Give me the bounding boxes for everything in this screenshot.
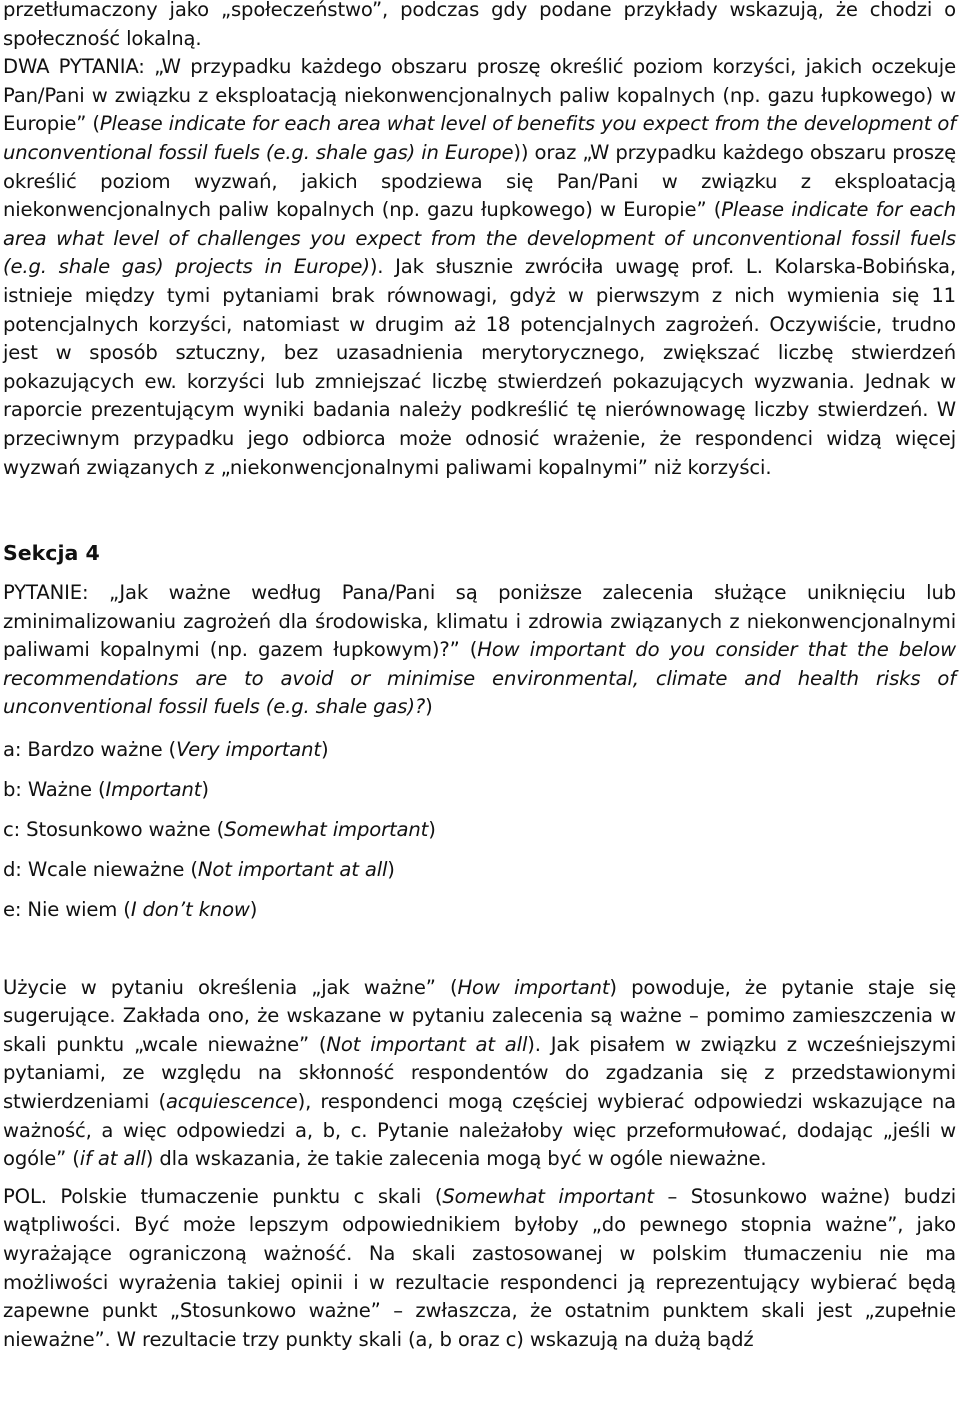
english-term: Not important at all [326,1032,528,1056]
option-english: I don’t know [130,898,250,921]
text-segment: – Stosunkowo ważne) budzi wątpliwości. Być może lepszym odpowiednikiem byłoby „do pewnego stopnia ważne”, jako wyrażające ograniczoną ważność. Na skali zastosowanej w polskim tłumaczeniu nie ma możliwości wyrażenia takiej opinii i w rezultacie respondenci ją reprezentujący wybierać będą zapewne punkt „Stosunkowo ważne” – zwłaszcza, że ostatnim punktem skali jest „zupełnie nieważne”. W rezultacie trzy punkty skali (a, b oraz c) wskazują na dużą bądź [3,1184,956,1351]
english-term: if at all [79,1147,146,1171]
comment-paragraph-translation [3,1183,956,1355]
text-segment: ). Jak pisałem w związku z wcześniejszymi pytaniami, ze względu na skłonność respondentów do zgadzania się z przedstawionymi stwierdzeniami ( [3,1032,957,1113]
option-label: e: Nie wiem ( [3,898,131,921]
english-quote: Please indicate for each area what level of benefits you expect from the development of unconventional fossil fuels (e.g. shale gas) in Europe [3,112,957,164]
answer-option-b [3,776,956,805]
option-label: c: Stosunkowo ważne ( [3,818,225,842]
option-english: Somewhat important [224,818,429,842]
text-segment: ), respondenci mogą częściej wybierać odpowiedzi wskazujące na ważność, a więc odpowiedzi a, b, c. Pytanie należałoby więc przeformułować, dodając „jeśli w ogóle” ( [3,1089,956,1171]
text-segment: DWA PYTANIA: „W przypadku każdego obszaru proszę określić poziom korzyści, jakich oczekuje Pan/Pani w związku z eksploatacją niekonwencjonalnych paliw kopalnych (np. gazu łupkowego) w Europie” ( [3,55,956,136]
text-segment: ) powoduje, że pytanie staje się sugerujące. Zakłada ono, że wskazane w pytaniu zalecenia są ważne – pomimo zamieszczenia w skali punktu „wcale nieważne” ( [3,975,956,1056]
comment-paragraph-suggestive [3,974,956,1174]
english-term: Somewhat important [442,1184,654,1208]
answer-option-e [3,896,956,925]
option-close: ) [249,898,258,921]
text-segment: POL. Polskie tłumaczenie punktu c skali ( [3,1184,443,1208]
option-english: Very important [176,738,321,762]
answer-option-d [3,856,956,885]
option-label: a: Bardzo ważne ( [3,738,177,762]
answer-option-a [3,736,956,765]
text-segment: ) dla wskazania, że takie zalecenia mogą być w ogóle nieważne. [145,1147,767,1171]
option-label: d: Wcale nieważne ( [3,858,198,882]
paragraph-intro [3,0,956,53]
option-label: b: Ważne ( [3,778,106,802]
option-close: ) [201,778,209,802]
text-segment: ) [425,695,433,719]
english-quote: Please indicate for each area what level of challenges you expect from the development of unconventional fossil fuels (e.g. shale gas) projects in Europe) [3,198,957,279]
text-segment: PYTANIE: „Jak ważne według Pana/Pani są poniższe zalecenia służące uniknięciu lub zminimalizowaniu zagrożeń dla środowiska, klimatu i zdrowia związanych z niekonwencjonalnymi paliwami kopalnymi (np. gazem łupkowym)?” ( [3,581,956,662]
paragraph-two-questions [3,53,956,482]
english-term: How important [457,975,610,999]
option-close: ) [428,818,436,842]
text-segment: Użycie w pytaniu określenia „jak ważne” ( [3,975,458,999]
paragraph-intro-text: przetłumaczony jako „społeczeństwo”, podczas gdy podane przykłady wskazują, że chodzi o społeczność lokalną. [3,0,956,50]
text-segment: ). Jak słusznie zwróciła uwagę prof. L. Kolarska-Bobińska, istnieje między tymi pytaniami brak równowagi, gdyż w pierwszym z nich wymienia się 11 potencjalnych korzyści, natomiast w drugim aż 18 potencjalnych zagrożeń. Oczywiście, trudno jest w sposób sztuczny, bez uzasadnienia merytorycznego, zwiększać liczbę stwierdzeń pokazujących ew. korzyści lub zmniejszać liczbę stwierdzeń pokazujących wyzwania. Jednak w raporcie prezentującym wyniki badania należy podkreślić tę nierównowagę liczby stwierdzeń. W przeciwnym przypadku jego odbiorca może odnosić wrażenie, że respondenci widzą więcej wyzwań związanych z „niekonwencjonalnymi paliwami kopalnymi” niż korzyści. [3,255,956,479]
option-close: ) [387,858,395,882]
option-close: ) [320,738,329,762]
option-english: Important [105,778,202,802]
answer-option-c [3,816,956,845]
question-paragraph [3,579,956,722]
english-term: acquiescence [165,1089,298,1113]
english-quote: How important do you consider that the below recommendations are to avoid or minimise environmental, climate and health risks of unconventional fossil fuels (e.g. shale gas)? [3,638,956,719]
text-segment: )) oraz „W przypadku każdego obszaru proszę określić poziom wyzwań, jakich spodziewa się Pan/Pani w związku z eksploatacją niekonwencjonalnych paliw kopalnych (np. gazu łupkowego) w Europie” ( [3,140,956,222]
option-english: Not important at all [197,858,388,882]
section-heading: Sekcja 4 [3,541,100,566]
